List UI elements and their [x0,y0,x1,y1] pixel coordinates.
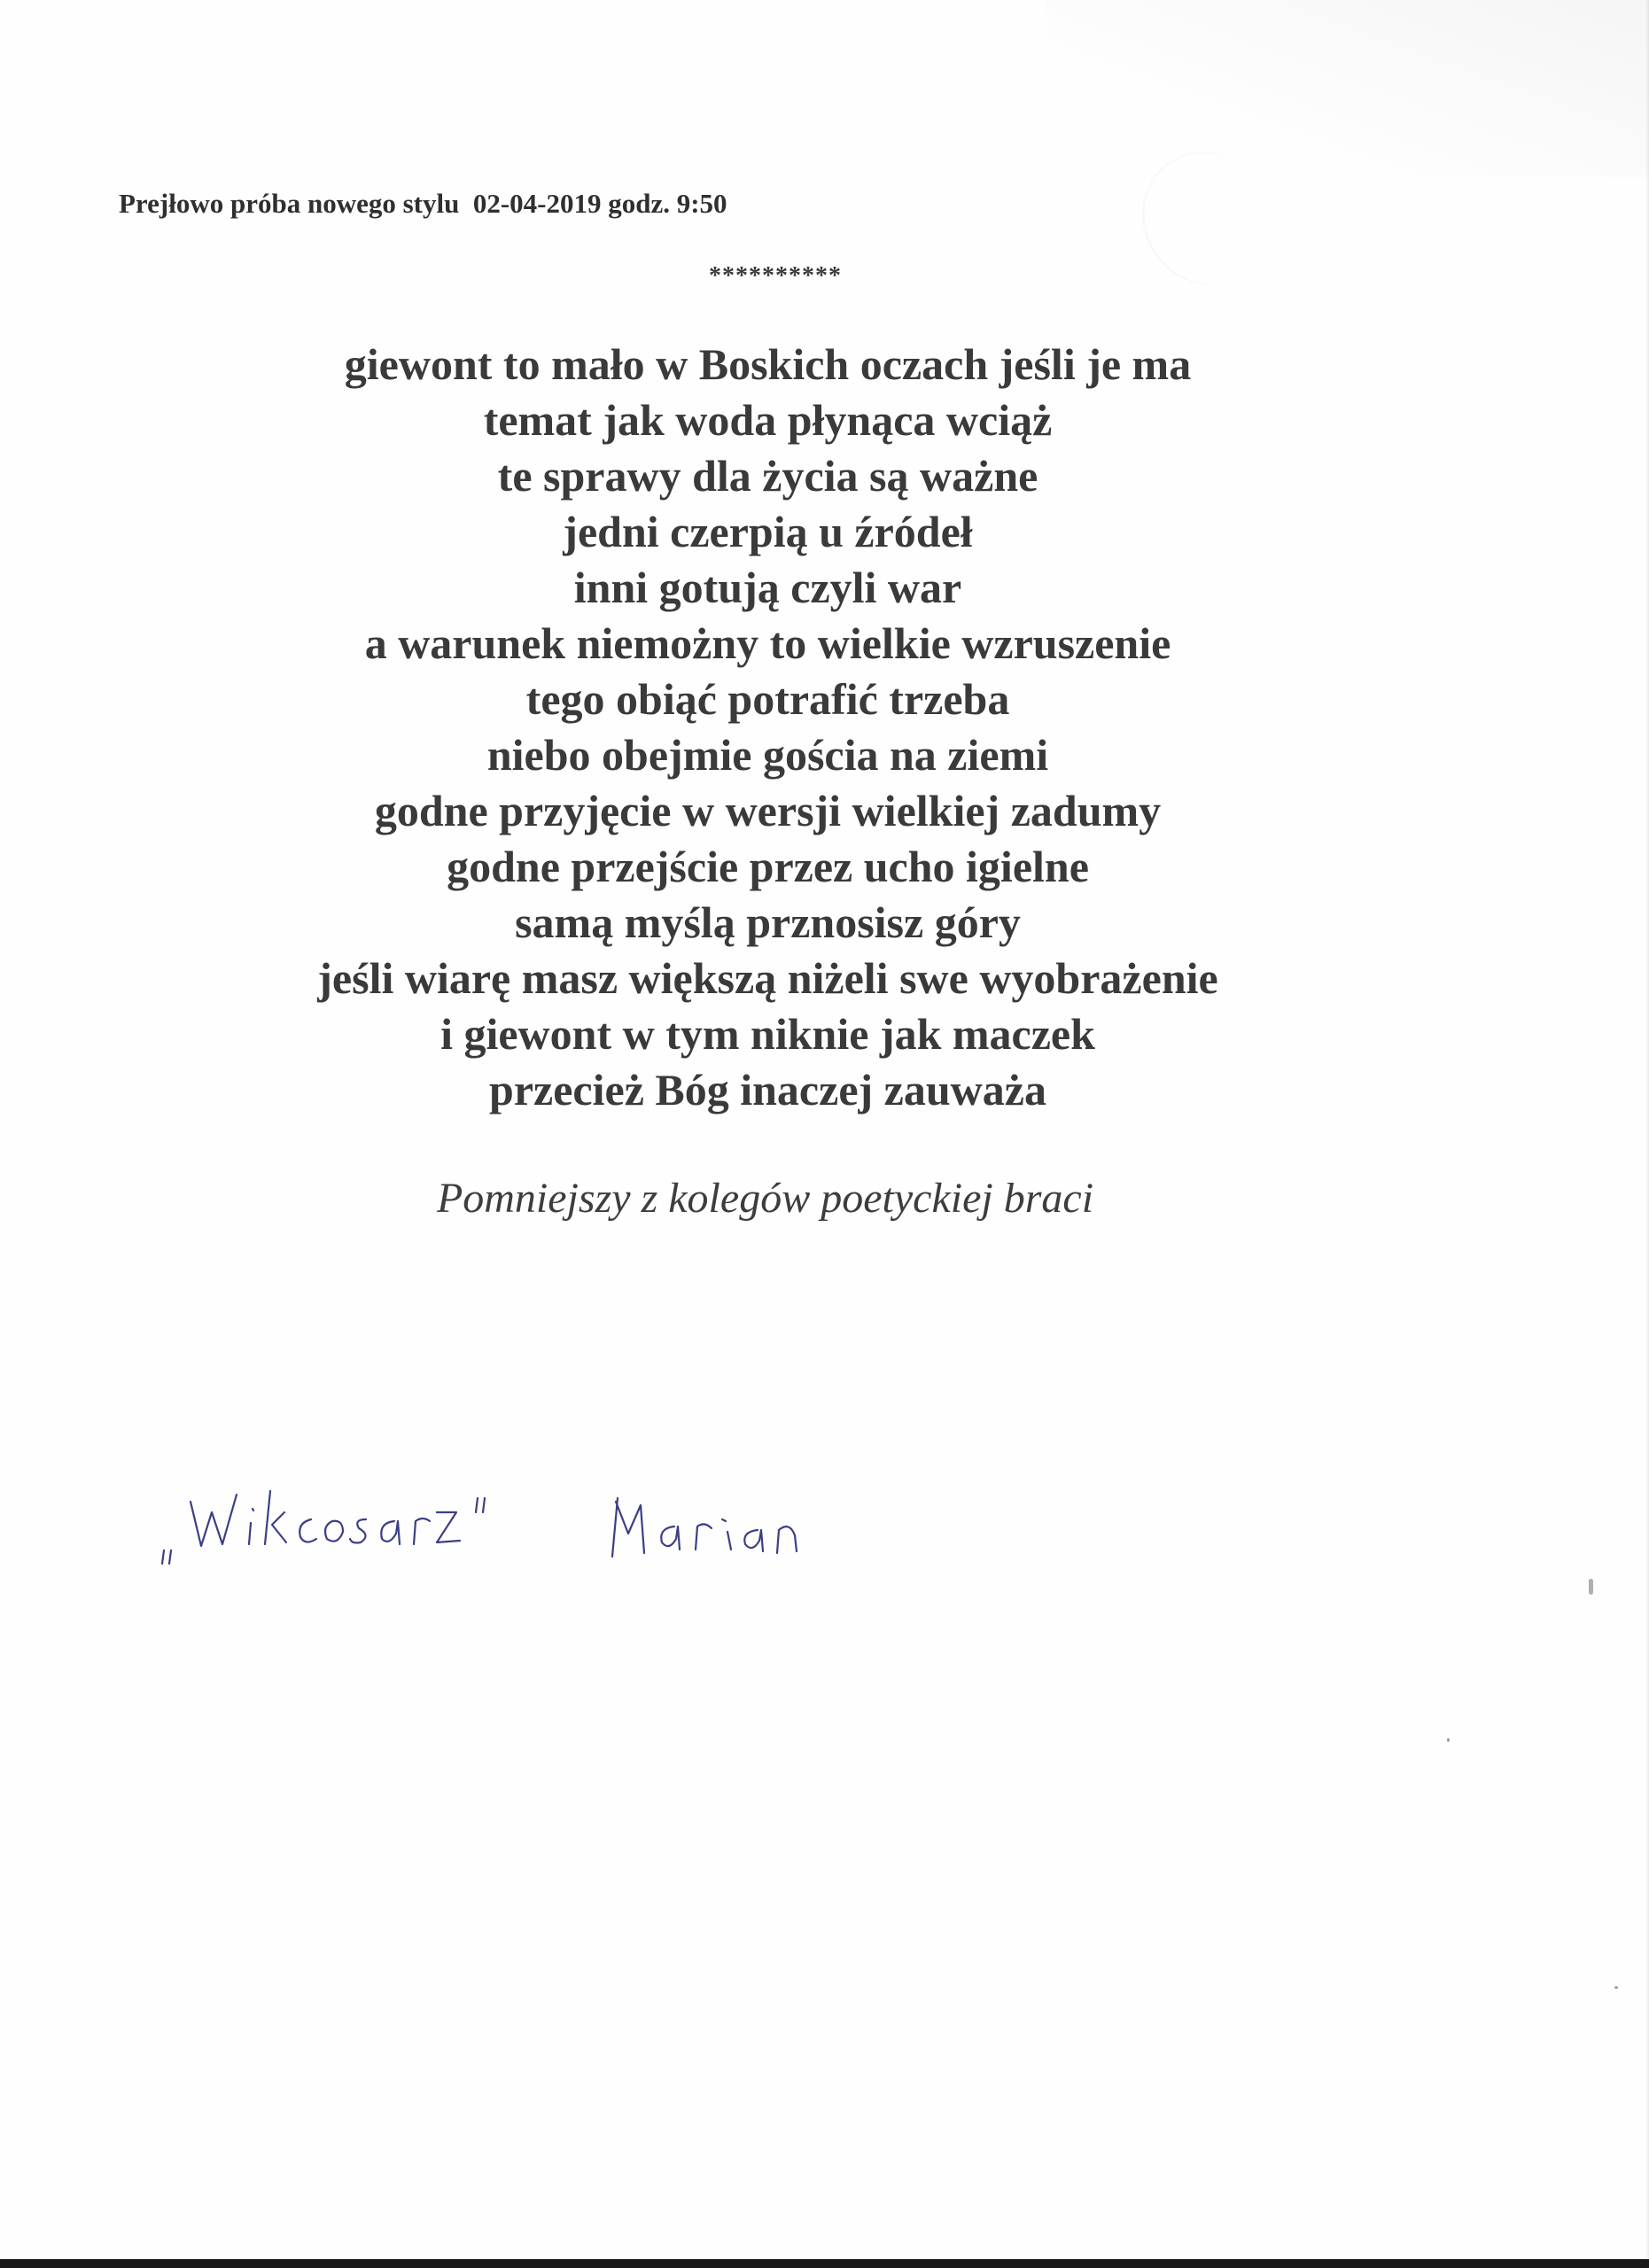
scan-border [0,2259,1649,2268]
scan-speck [1447,1738,1450,1742]
poem-line: giewont to mało w Boskich oczach jeśli je ma [344,339,1192,389]
poem-line: inni gotują czyli war [573,563,962,612]
poem-line: i giewont w tym niknie jak maczek [440,1009,1095,1059]
poem-line: przecież Bóg inaczej zauważa [489,1065,1046,1115]
poem-line: a warunek niemożny to wielkie wzruszenie [364,618,1171,668]
poem-line: samą myślą prznosisz góry [515,897,1021,947]
poem-line: godne przyjęcie w wersji wielkiej zadumy [374,786,1162,835]
closing-line: Pomniejszy z kolegów poetyckiej braci [436,1175,1094,1222]
document-header: Prejłowo próba nowego stylu 02-04-2019 godz. 9:50 [119,188,727,219]
scan-speck [1589,1579,1593,1595]
poem-line: jeśli wiarę masz większą niżeli swe wyobrażenie [317,953,1218,1003]
scan-shadow [1046,0,1649,177]
handwritten-signature [155,1457,917,1573]
poem-line: te sprawy dla życia są ważne [497,451,1038,501]
poem-line: tego obiąć potrafić trzeba [525,674,1010,724]
page-edge [1645,0,1649,2268]
poem-line: temat jak woda płynąca wciąż [483,395,1053,445]
poem-line: godne przejście przez ucho igielne [447,842,1089,891]
poem-line: jedni czerpią u źródeł [563,507,973,556]
scan-speck [1614,1986,1618,1989]
poem-body [0,337,1536,1118]
poem-line: niebo obejmie gościa na ziemi [486,730,1049,780]
separator-asterisks: ********** [709,262,842,290]
